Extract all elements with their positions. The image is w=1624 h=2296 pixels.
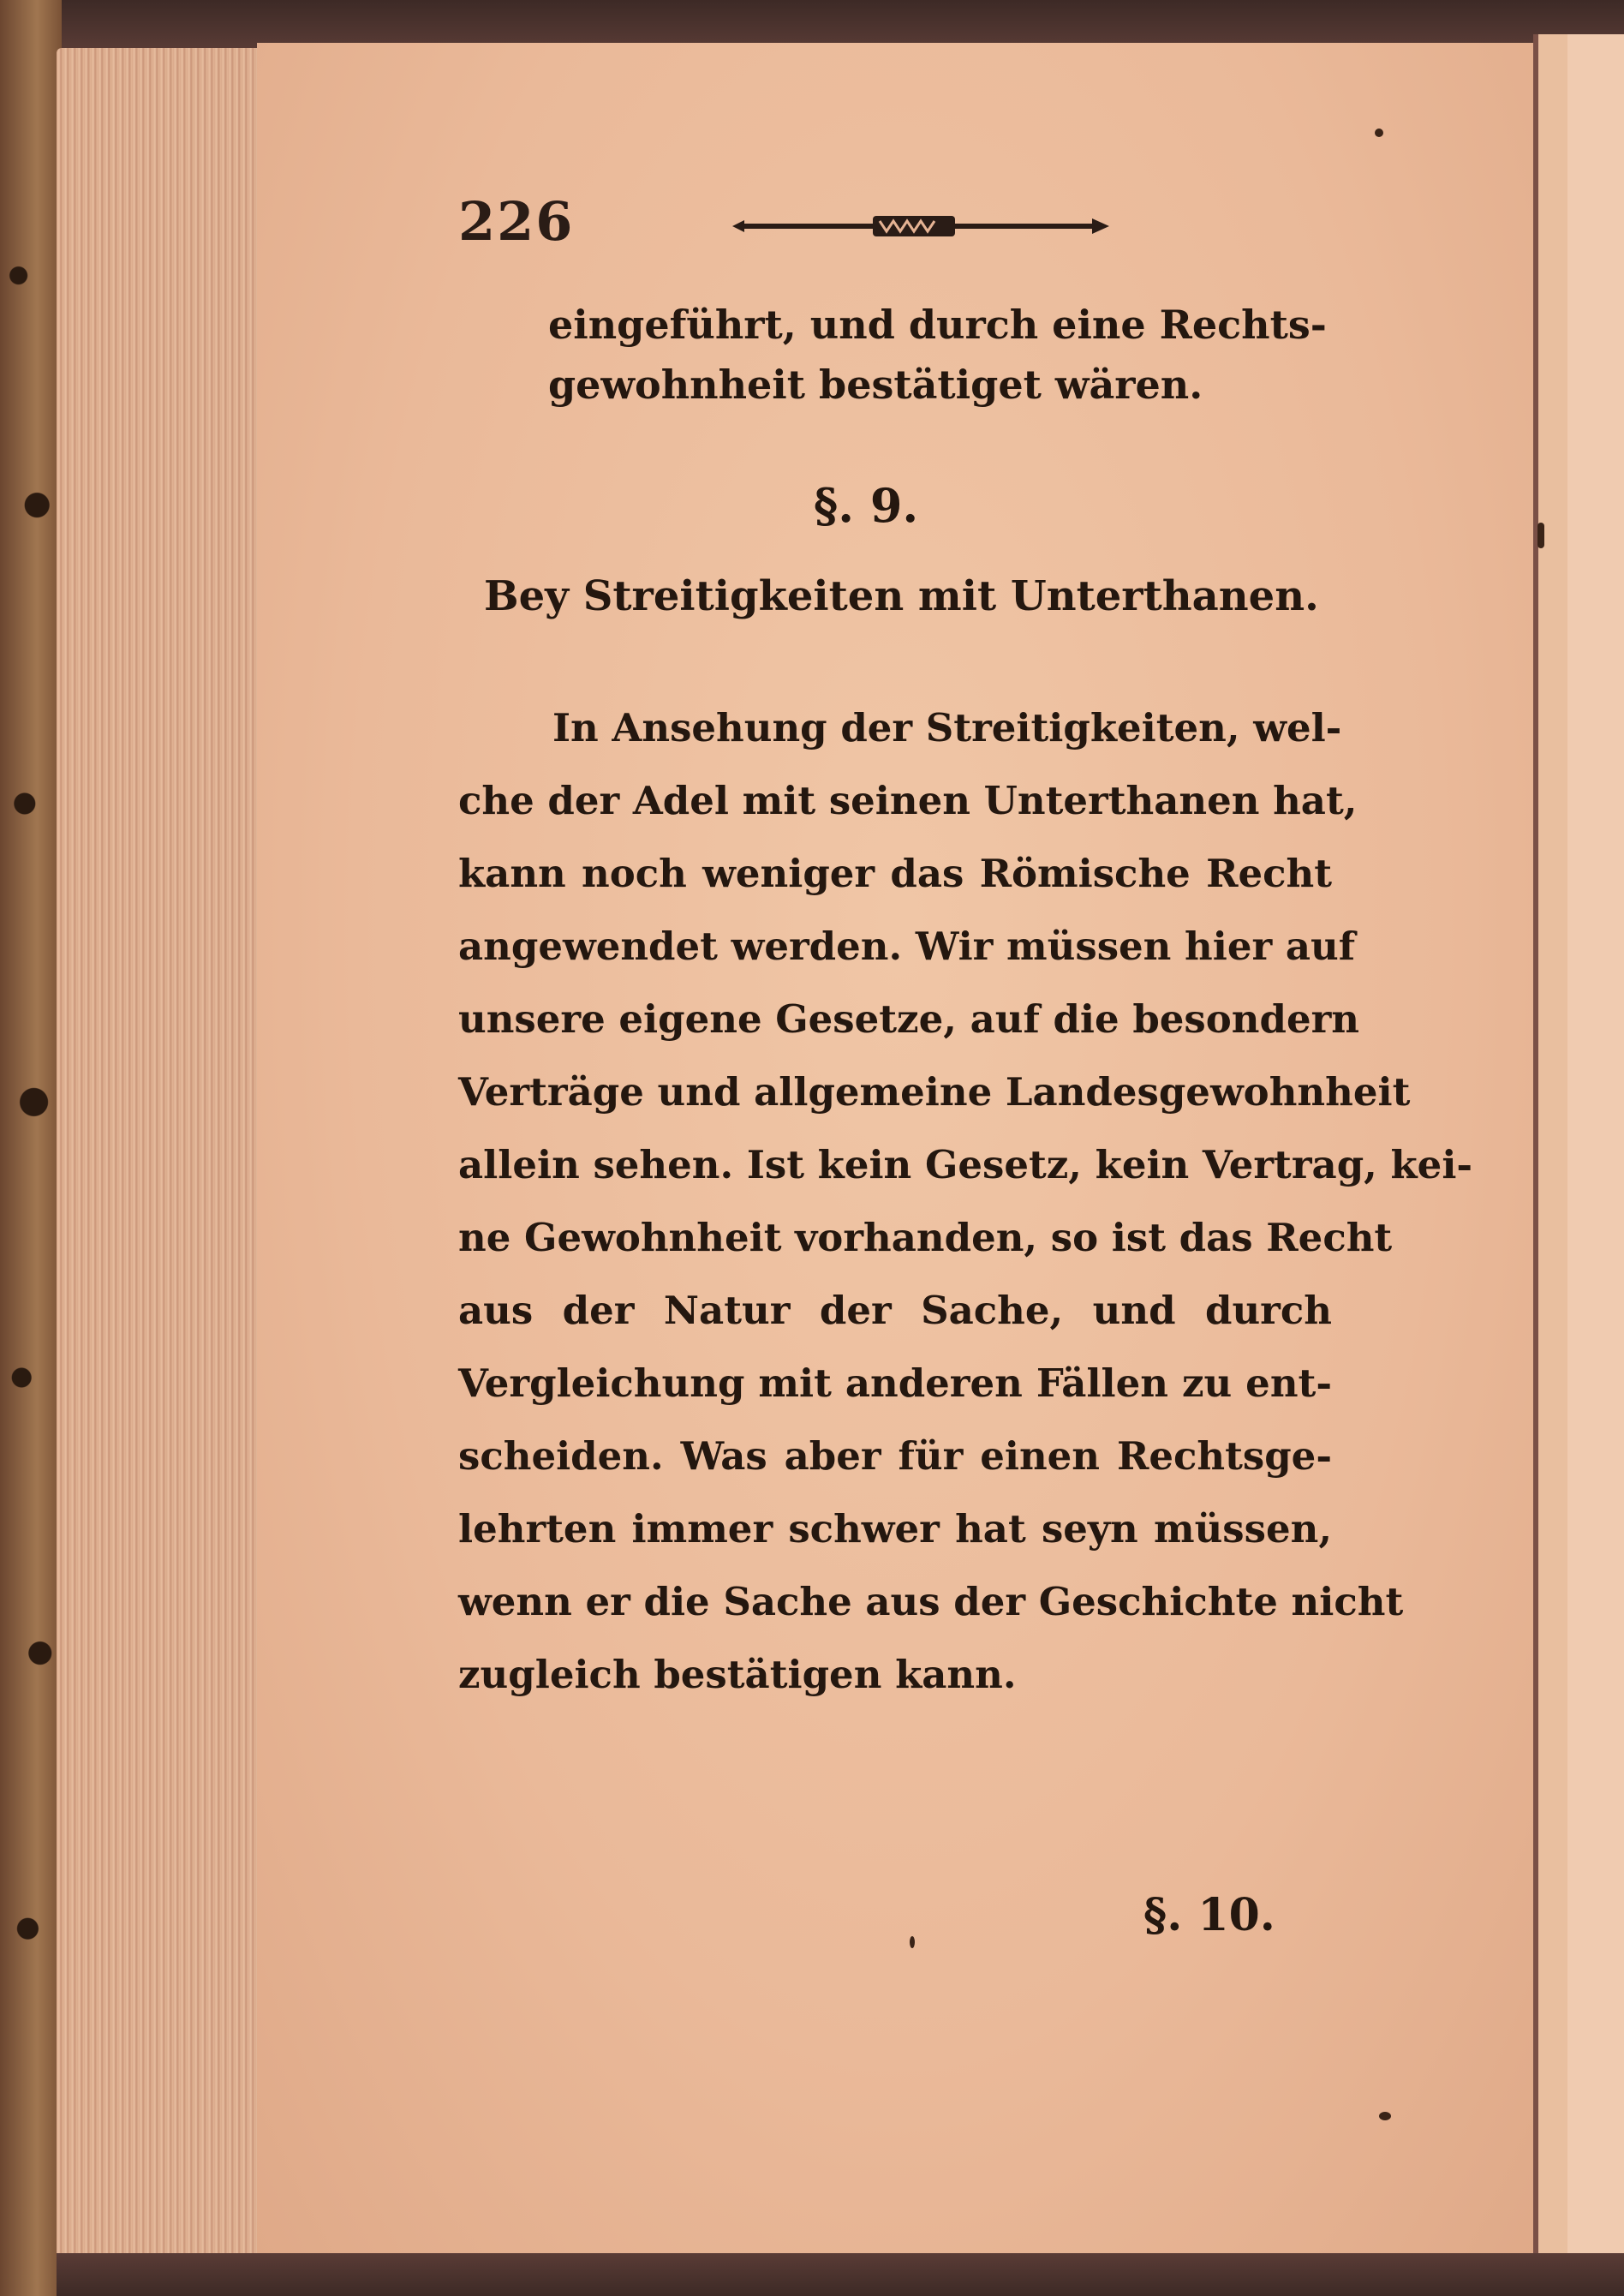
body-line: kann noch weniger das Römische Recht <box>458 851 1332 896</box>
marbled-cover-edge <box>0 0 62 2296</box>
page-stack-edges <box>57 48 271 2275</box>
body-line: aus der Natur der Sache, und durch <box>458 1288 1332 1333</box>
body-line: zugleich bestätigen kann. <box>458 1652 1017 1697</box>
section-title: Bey Streitigkeiten mit Unterthanen. <box>484 572 1319 620</box>
section-number: §. 9. <box>814 478 919 533</box>
carry-over-line-2: gewohnheit bestätiget wären. <box>548 362 1203 408</box>
body-line: unsere eigene Gesetze, auf die besondern <box>458 996 1360 1042</box>
catchword: §. 10. <box>1143 1889 1275 1941</box>
body-line: scheiden. Was aber für einen Rechtsge- <box>458 1433 1332 1479</box>
binding-bottom-edge <box>57 2253 1624 2296</box>
body-line: In Ansehung der Streitigkeiten, wel- <box>552 705 1342 750</box>
body-line: wenn er die Sache aus der Geschichte nicht <box>458 1579 1404 1624</box>
paper-speck <box>910 1936 915 1948</box>
ornament-rule-icon <box>732 209 1109 243</box>
page-number: 226 <box>458 190 575 253</box>
body-line: che der Adel mit seinen Unterthanen hat, <box>458 778 1358 823</box>
body-line: allein sehen. Ist kein Gesetz, kein Vertrag, kei- <box>458 1142 1473 1187</box>
facing-page-edge <box>1533 34 1624 2262</box>
paper-speck <box>1537 523 1544 548</box>
body-line: Verträge und allgemeine Landesgewohnheit <box>458 1069 1411 1115</box>
body-line: ne Gewohnheit vorhanden, so ist das Recht <box>458 1215 1393 1260</box>
body-line: Vergleichung mit anderen Fällen zu ent- <box>458 1360 1332 1406</box>
paper-speck <box>1375 129 1383 137</box>
page-header <box>458 190 1109 259</box>
body-line: angewendet werden. Wir müssen hier auf <box>458 924 1356 969</box>
carry-over-line-1: eingeführt, und durch eine Rechts- <box>548 302 1327 348</box>
body-line: lehrten immer schwer hat seyn müssen, <box>458 1506 1332 1552</box>
paper-speck <box>1379 2112 1391 2120</box>
